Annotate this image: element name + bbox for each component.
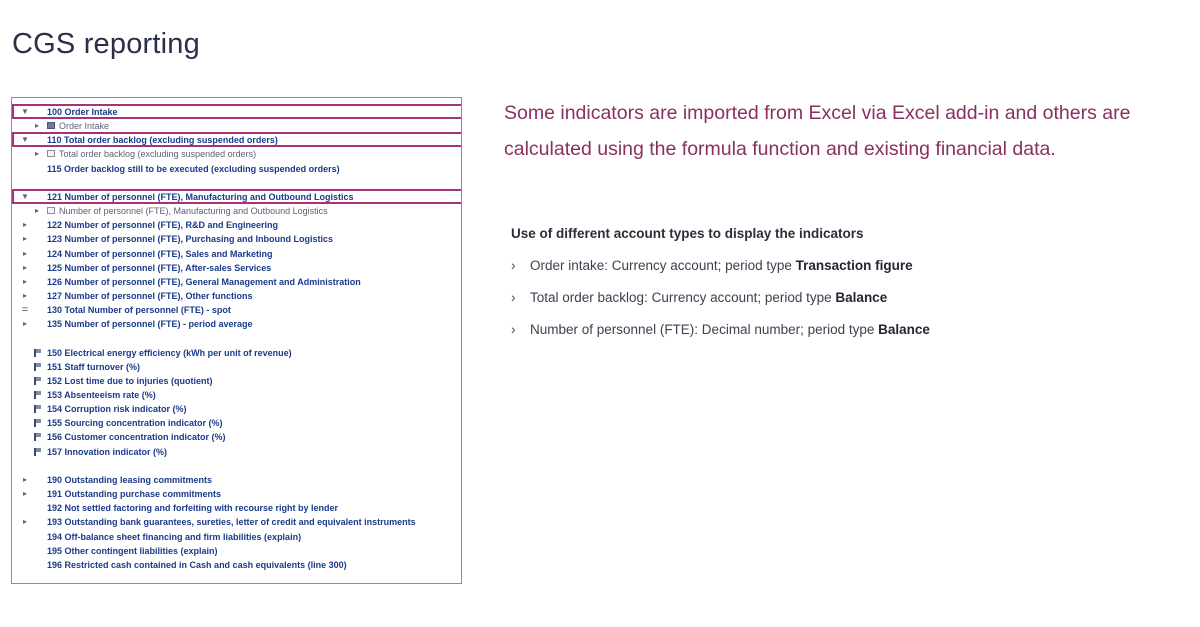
flag-icon [34,448,42,455]
expand-arrow-icon[interactable]: ▸ [22,489,27,499]
expand-arrow-icon[interactable]: ▸ [22,517,27,527]
bullet-order-backlog [511,290,887,305]
tree-row[interactable] [12,247,462,261]
tree-row[interactable] [12,374,462,388]
lead-line-1: Some indicators are imported from Excel via Excel add-in and others are [504,102,1131,124]
tree-row[interactable] [12,360,462,374]
expand-arrow-icon[interactable]: ▸ [35,206,40,216]
tree-row-label: 127 Number of personnel (FTE), Other functions [47,290,253,301]
tree-row[interactable] [12,289,462,303]
expand-arrow-icon[interactable]: ▸ [22,319,27,329]
tree-subrow[interactable] [12,119,462,133]
tree-row-label: 157 Innovation indicator (%) [47,446,168,457]
tree-row-label: 195 Other contingent liabilities (explain) [47,545,218,556]
expand-arrow-icon[interactable]: ▸ [35,149,40,159]
bullet-order-intake [511,258,913,273]
expand-arrow-icon[interactable]: ▸ [22,248,27,258]
tree-row-label: Total order backlog (excluding suspended orders) [59,149,257,160]
expand-arrow-icon[interactable]: ▸ [22,276,27,286]
tree-row[interactable] [12,473,462,487]
collapse-arrow-icon[interactable]: ▼ [21,135,29,145]
tree-row-label: Number of personnel (FTE), Manufacturing and Outbound Logistics [59,206,328,217]
expand-arrow-icon[interactable]: ▸ [22,290,27,300]
tree-row[interactable] [12,346,462,360]
tree-row[interactable] [12,416,462,430]
flag-icon [34,433,42,440]
flag-icon [34,419,42,426]
tree-row-label: 121 Number of personnel (FTE), Manufacturing and Outbound Logistics [47,191,354,202]
tree-row[interactable] [12,558,462,572]
bullet-emphasis: Balance [878,322,930,337]
lead-text [504,95,1194,167]
expand-arrow-icon[interactable]: ▸ [22,262,27,272]
tree-row[interactable] [12,218,462,232]
collapse-arrow-icon[interactable]: ▼ [21,107,29,116]
tree-row[interactable] [12,275,462,289]
tree-row-label: 123 Number of personnel (FTE), Purchasing and Inbound Logistics [47,234,334,245]
tree-row-label: 130 Total Number of personnel (FTE) - spot [47,305,231,316]
tree-row-label: 100 Order Intake [47,107,118,117]
tree-row-label: 196 Restricted cash contained in Cash and cash equivalents (line 300) [47,559,347,570]
tree-row[interactable] [12,133,462,147]
flag-icon [34,377,42,384]
tree-row[interactable] [12,261,462,275]
tree-row-label: 124 Number of personnel (FTE), Sales and Marketing [47,248,273,259]
tree-row[interactable] [12,402,462,416]
formula-icon: = [21,304,29,317]
tree-row[interactable] [12,530,462,544]
bullet-text: Number of personnel (FTE): Decimal number; period type [530,322,879,337]
tree-row-label: 153 Absenteeism rate (%) [47,390,156,400]
tree-row[interactable] [12,190,462,204]
expand-arrow-icon[interactable]: ▸ [22,220,27,230]
tree-row[interactable] [12,388,462,402]
account-icon [47,122,55,129]
chevron-right-icon: › [511,258,516,273]
tree-row-label: 152 Lost time due to injuries (quotient) [47,375,213,386]
tree-row[interactable] [12,445,462,459]
tree-row-label: 154 Corruption risk indicator (%) [47,404,187,415]
tree-row-label: 135 Number of personnel (FTE) - period average [47,319,253,330]
tree-row[interactable] [12,544,462,558]
flag-icon [34,363,42,370]
bullet-text: Total order backlog: Currency account; period type [530,290,836,305]
chevron-right-icon: › [511,322,516,337]
tree-subrow[interactable] [12,147,462,161]
tree-row[interactable] [12,430,462,444]
tree-row-label: 156 Customer concentration indicator (%) [47,432,226,443]
tree-row[interactable] [12,303,462,317]
page-title: CGS reporting [12,28,200,60]
tree-row-label: 155 Sourcing concentration indicator (%) [47,418,223,429]
flag-icon [34,349,42,356]
tree-row-label: 115 Order backlog still to be executed (excluding suspended orders) [47,163,340,174]
expand-arrow-icon[interactable]: ▸ [35,121,40,131]
tree-row[interactable] [12,317,462,331]
account-types-heading: Use of different account types to display the indicators [511,226,864,241]
tree-row[interactable] [12,487,462,501]
tree-row[interactable] [12,162,462,176]
account-icon [47,150,55,157]
bullet-emphasis: Balance [835,290,888,305]
tree-row-label: 151 Staff turnover (%) [47,361,141,372]
collapse-arrow-icon[interactable]: ▼ [21,191,29,201]
chevron-right-icon: › [511,290,516,305]
tree-row-label: 122 Number of personnel (FTE), R&D and Engineering [47,220,279,231]
tree-row-label: 194 Off-balance sheet financing and firm liabilities (explain) [47,531,302,542]
account-icon [47,207,55,214]
tree-row[interactable] [12,501,462,515]
account-tree-panel [11,97,462,584]
flag-icon [34,405,42,412]
expand-arrow-icon[interactable]: ▸ [22,474,27,484]
tree-row-label: 126 Number of personnel (FTE), General Management and Administration [47,276,361,287]
expand-arrow-icon[interactable]: ▸ [22,234,27,244]
tree-row-label: Order Intake [59,121,110,132]
tree-row-label: 150 Electrical energy efficiency (kWh per unit of revenue) [47,347,292,358]
tree-row-label: 110 Total order backlog (excluding suspended orders) [47,135,278,146]
tree-subrow[interactable] [12,204,462,218]
tree-row-label: 193 Outstanding bank guarantees, sureties, letter of credit and equivalent instruments [47,517,416,528]
bullet-text: Order intake: Currency account; period type [530,258,796,273]
bullet-emphasis: Transaction figure [795,258,913,273]
tree-row-label: 125 Number of personnel (FTE), After-sales Services [47,262,272,273]
bullet-personnel [511,322,930,337]
tree-row-label: 190 Outstanding leasing commitments [47,474,213,485]
tree-row-label: 192 Not settled factoring and forfeiting with recourse right by lender [47,503,339,514]
tree-row[interactable] [12,105,462,119]
tree-row[interactable] [12,515,462,529]
tree-row[interactable] [12,232,462,246]
flag-icon [34,391,42,398]
lead-line-2: calculated using the formula function and existing financial data. [504,138,1056,160]
tree-row-label: 191 Outstanding purchase commitments [47,489,222,500]
